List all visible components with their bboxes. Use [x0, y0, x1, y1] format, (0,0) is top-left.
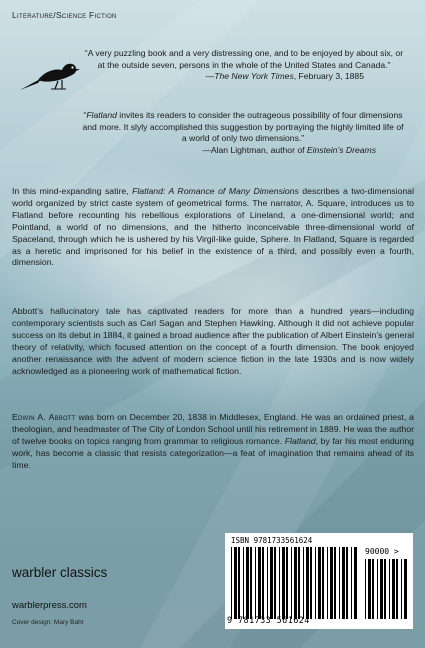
barcode-bar: [282, 547, 285, 619]
author-bio-paragraph: Edwin A. Abbott was born on December 20, 1838 in Middlesex, England. He was an ordained priest, a theologian, and headmaster of The City of London School until his retirement in 1889. He was the author of twelve books on topics ranging from grammar to religious romance. Flatland, by far his most enduring work, has become a classic that resists categorization—a feat of imagination that remains ahead of its time.: [12, 412, 414, 470]
barcode-bar: [318, 547, 321, 619]
barcode-bar: [365, 559, 366, 619]
barcode-bar: [351, 547, 352, 619]
barcode-bar: [231, 547, 232, 619]
barcode-bar: [392, 559, 395, 619]
review-quote-nyt: [84, 48, 404, 83]
barcode-bar: [330, 547, 333, 619]
quote-attribution: —Alan Lightman, author of Einstein’s Dreams: [202, 144, 376, 155]
barcode-bar: [270, 547, 273, 619]
barcode-bar: [291, 547, 292, 619]
barcode-bar: [380, 559, 383, 619]
cover-design-credit: Cover design: Mary Bahr: [12, 619, 84, 626]
barcode-bar: [404, 559, 407, 619]
barcode-bar: [306, 547, 309, 619]
quote-book-title: Flatland: [86, 110, 117, 120]
barcode-bar: [310, 547, 312, 619]
barcode-bar: [322, 547, 324, 619]
barcode-bar: [315, 547, 316, 619]
publisher-website: warblerpress.com: [12, 600, 87, 611]
author-name: Edwin A. Abbott: [12, 412, 76, 422]
publisher-brand: warbler classics: [12, 565, 108, 580]
quote-text: “A very puzzling book and a very distressing one, and to be enjoyed by about six, or at the outside seven, persons in the whole of the United States and Canada.”: [84, 48, 404, 70]
category-label: Literature/Science Fiction: [12, 10, 117, 20]
review-quote-lightman: “Flatland invites its readers to consider the outrageous possibility of four dimensions and more. It slyly accomplished this suggestion by portraying the highly limited life of a world of only two dimensions.” —Alan Lightman, author of Einstein’s Dreams: [80, 110, 406, 156]
barcode-bar: [346, 547, 348, 619]
blurb-paragraph-1: In this mind-expanding satire, Flatland: A Romance of Many Dimensions describes a two-dimensional world organized by strict caste system of geometrical forms. The narrator, A. Square, introduces us to Flatland before recounting his rebellious explorations of Lineland, a one-dimensional world; and Pointland, a world of no dimensions, and the hitherto inconceivable three-dimensional world of Spaceland, through which he is ushered by his Virgil-like guide, Sphere. In Flatland, Square is regarded as a heretic and imprisoned for his belief in the existence of a third, and possibly even a fourth, dimension.: [12, 186, 415, 268]
barcode-bar: [234, 547, 237, 619]
barcode-bar: [250, 547, 252, 619]
barcode-bar: [246, 547, 249, 619]
barcode-bar: [294, 547, 297, 619]
barcode-bar: [389, 559, 390, 619]
barcode-bar: [303, 547, 304, 619]
barcode-bar: [401, 559, 402, 619]
barcode-bar: [274, 547, 276, 619]
barcode-bar: [368, 559, 371, 619]
quote-text: invites its readers to consider the outrageous possibility of four dimensions and more. It slyly accomplished this suggestion by portraying the highly limited life of a world of only two dimensions.”: [82, 110, 404, 144]
barcode-digits: 9 781733 561624: [227, 616, 310, 626]
barcode-bar: [267, 547, 268, 619]
barcode-bar: [279, 547, 280, 619]
barcode-addon-label: 90000 >: [365, 547, 399, 556]
isbn-label: ISBN 9781733561624: [231, 536, 313, 545]
barcode-bar: [286, 547, 288, 619]
barcode-bar: [238, 547, 240, 619]
blurb-paragraph-2: Abbott’s hallucinatory tale has captivated readers for more than a hundred years—including contemporary scientists such as Carl Sagan and Stephen Hawking. Although it did not achieve popular success on its debut in 1884, it gained a broad audience after the publication of Albert Einstein’s general theory of relativity, which focused attention on the concept of a fourth dimension. The book enjoyed another renaissance with the advent of modern science fiction in the late 1930s and is now widely acknowledged as a pioneering work of mathematical fiction.: [12, 306, 414, 376]
barcode-bar: [243, 547, 244, 619]
barcode-bar: [342, 547, 345, 619]
barcode-bar: [262, 547, 264, 619]
barcode-bars: [231, 547, 359, 619]
barcode-bar: [255, 547, 256, 619]
barcode-bar: [298, 547, 300, 619]
barcode-bar: [258, 547, 261, 619]
barcode-bar: [327, 547, 328, 619]
barcode-bar: [377, 559, 378, 619]
warbler-bird-logo-icon: [18, 56, 80, 96]
barcode-bar: [384, 559, 386, 619]
isbn-barcode: [225, 533, 413, 629]
barcode-bar: [334, 547, 336, 619]
barcode-bar: [372, 559, 374, 619]
barcode-bar: [339, 547, 340, 619]
quote-attribution: —The New York Times, February 3, 1885: [205, 71, 364, 82]
barcode-bar: [396, 559, 398, 619]
barcode-bar: [354, 547, 357, 619]
barcode-addon-bars: [365, 559, 409, 619]
